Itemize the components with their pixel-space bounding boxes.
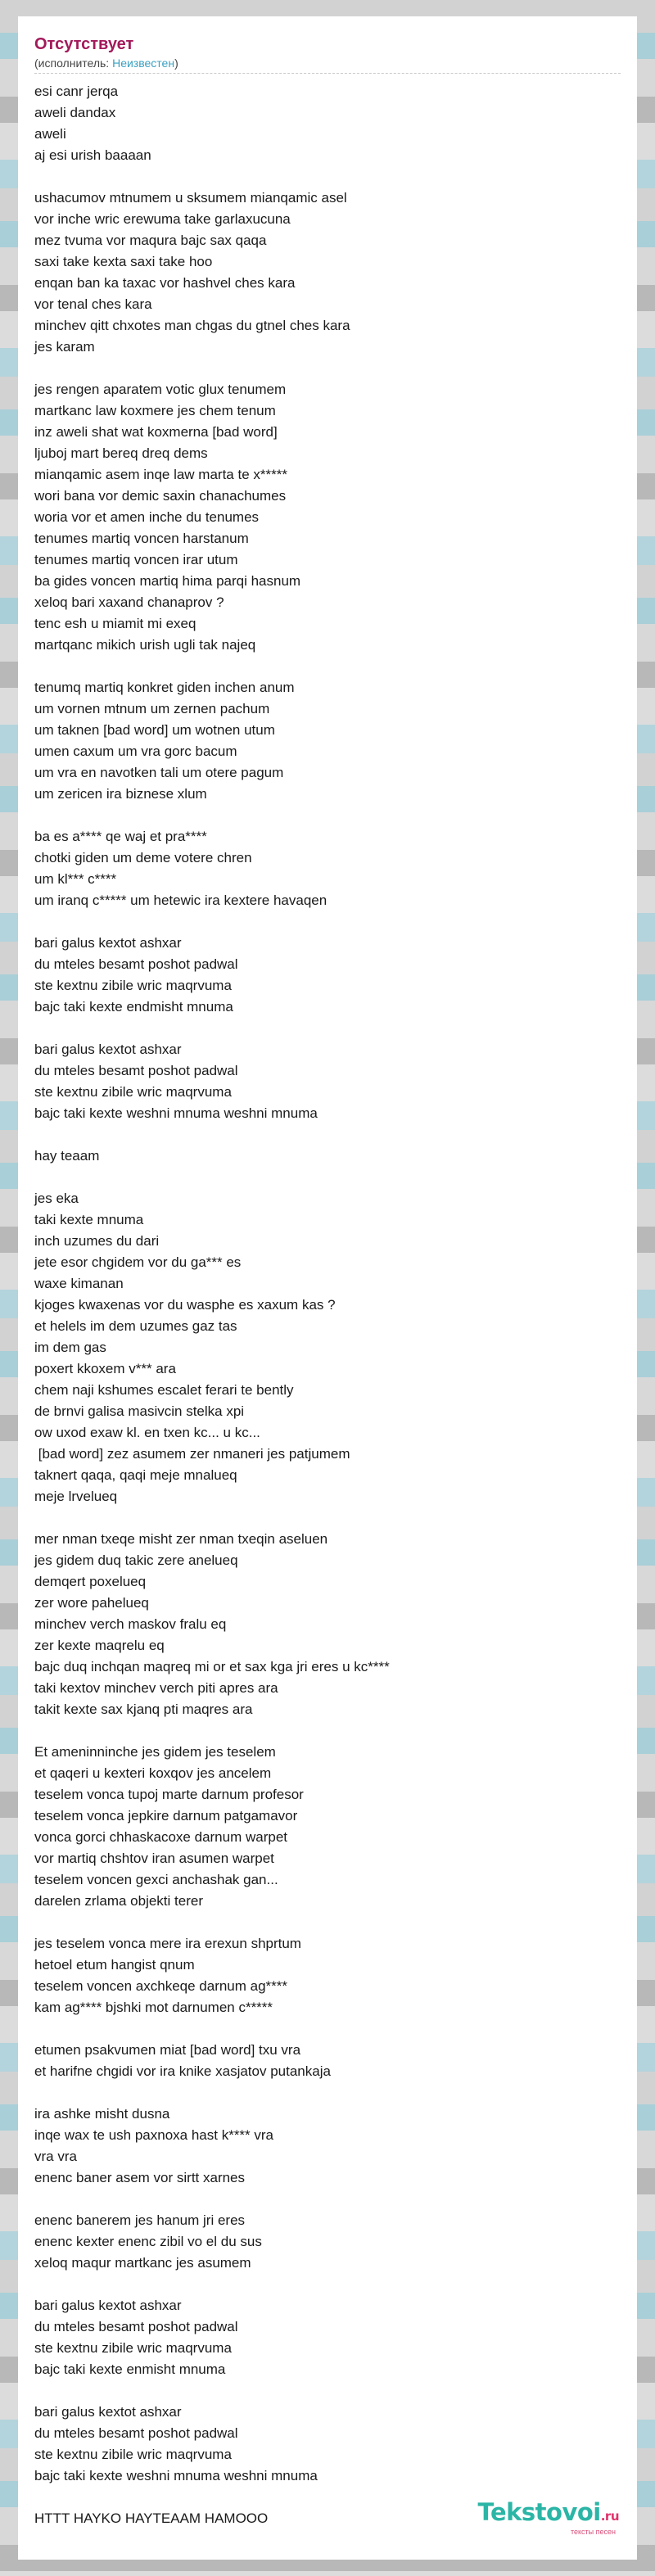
lyric-line: jes rengen aparatem votic glux tenumem — [34, 382, 287, 397]
lyric-line: vor martiq chshtov iran asumen warpet — [34, 1851, 274, 1866]
lyric-line — [34, 2082, 621, 2104]
lyric-line: ira ashke misht dusna — [34, 2106, 170, 2122]
lyric-line: vor inche wric erewuma take garlaxucuna — [34, 211, 291, 227]
lyric-line: teselem vonca jepkire darnum patgamavor — [34, 1808, 298, 1824]
lyric-line: darelen zrlama objekti terer — [34, 1893, 203, 1909]
lyric-line: tenumes martiq voncen harstanum — [34, 531, 249, 546]
lyric-line: um iranq c***** um hetewic ira kextere havaqen — [34, 893, 328, 908]
lyric-line: ste kextnu zibile wric maqrvuma — [34, 978, 232, 993]
lyric-line: vra vra — [34, 2149, 77, 2164]
lyric-line: taki kexte mnuma — [34, 1212, 144, 1227]
lyric-line: martkanc law koxmere jes chem tenum — [34, 403, 276, 418]
lyric-line: enenc banerem jes hanum jri eres — [34, 2212, 246, 2228]
lyric-line: um vornen mtnum um zernen pachum — [34, 701, 270, 716]
lyric-line: bajc taki kexte endmisht mnuma — [34, 999, 233, 1015]
lyric-line: et qaqeri u kexteri koxqov jes ancelem — [34, 1765, 272, 1781]
lyric-line — [34, 805, 621, 826]
lyric-line: bari galus kextot ashxar — [34, 2298, 182, 2313]
lyric-line: minchev verch maskov fralu eq — [34, 1616, 227, 1632]
lyric-line: bari galus kextot ashxar — [34, 935, 182, 951]
lyric-line: kjoges kwaxenas vor du wasphe es xaxum kas ? — [34, 1297, 336, 1313]
lyric-line: ba gides voncen martiq hima parqi hasnum — [34, 573, 301, 589]
lyric-line — [34, 2018, 621, 2040]
lyric-line: etumen psakvumen miat [bad word] txu vra — [34, 2042, 301, 2058]
lyric-line: um vra en navotken tali um otere pagum — [34, 765, 284, 780]
lyric-line: wori bana vor demic saxin chanachumes — [34, 488, 287, 504]
lyric-line: taknert qaqa, qaqi meje mnalueq — [34, 1467, 237, 1483]
lyric-line: bajc taki kexte weshni mnuma weshni mnuma — [34, 1105, 318, 1121]
lyric-line: ushacumov mtnumem u sksumem mianqamic asel — [34, 190, 347, 206]
lyric-line: zer wore pahelueq — [34, 1595, 149, 1611]
lyric-line: aweli dandax — [34, 105, 116, 120]
lyric-line — [34, 1912, 621, 1933]
lyric-line — [34, 166, 621, 188]
lyric-line: bari galus kextot ashxar — [34, 2404, 182, 2420]
lyric-line: et harifne chgidi vor ira knike xasjatov putankaja — [34, 2063, 331, 2079]
lyric-line: saxi take kexta saxi take hoo — [34, 254, 213, 269]
lyric-line: taki kextov minchev verch piti apres ara — [34, 1680, 278, 1696]
lyric-line: kam ag**** bjshki mot darnumen c***** — [34, 2000, 273, 2015]
lyric-line: inz aweli shat wat koxmerna [bad word] — [34, 424, 278, 440]
lyric-line: HTTT HAYKO HAYTEAAM HAMOOO — [34, 2510, 269, 2526]
lyric-line: du mteles besamt poshot padwal — [34, 956, 238, 972]
lyric-line — [34, 1124, 621, 1146]
lyric-line: Et ameninninche jes gidem jes teselem — [34, 1744, 276, 1760]
lyric-line: ste kextnu zibile wric maqrvuma — [34, 2447, 232, 2462]
lyric-line: esi canr jerqa — [34, 84, 119, 99]
lyric-line: bajc taki kexte weshni mnuma weshni mnuma — [34, 2468, 318, 2483]
lyric-line — [34, 2189, 621, 2210]
lyric-line: bari galus kextot ashxar — [34, 1042, 182, 1057]
lyric-line — [34, 1507, 621, 1529]
lyric-line: du mteles besamt poshot padwal — [34, 2319, 238, 2334]
lyric-line: um taknen [bad word] um wotnen utum — [34, 722, 275, 738]
lyric-line — [34, 1167, 621, 1188]
lyric-line: teselem voncen axchkeqe darnum ag**** — [34, 1978, 288, 1994]
lyric-line: xeloq maqur martkanc jes asumem — [34, 2255, 251, 2271]
lyric-line — [34, 358, 621, 379]
lyric-line: du mteles besamt poshot padwal — [34, 1063, 238, 1078]
lyric-line: vonca gorci chhaskacoxe darnum warpet — [34, 1829, 287, 1845]
lyric-line: um zericen ira biznese xlum — [34, 786, 207, 802]
lyric-line — [34, 656, 621, 677]
lyric-line: ow uxod exaw kl. en txen kc... u kc... — [34, 1425, 260, 1440]
lyric-line: inch uzumes du dari — [34, 1233, 160, 1249]
lyric-line: martqanc mikich urish ugli tak najeq — [34, 637, 256, 653]
lyric-line — [34, 1018, 621, 1039]
lyric-line: et helels im dem uzumes gaz tas — [34, 1318, 237, 1334]
lyric-line: woria vor et amen inche du tenumes — [34, 509, 260, 525]
site-logo[interactable] — [478, 2499, 619, 2537]
artist-link[interactable]: Неизвестен — [112, 56, 175, 70]
lyric-line: waxe kimanan — [34, 1276, 124, 1291]
lyric-line: poxert kkoxem v*** ara — [34, 1361, 176, 1376]
lyric-line: hay teaam — [34, 1148, 100, 1164]
lyric-line: jes teselem vonca mere ira erexun shprtum — [34, 1936, 301, 1951]
lyric-line — [34, 2274, 621, 2295]
lyrics-card — [18, 16, 637, 2560]
lyric-line: um kl*** c**** — [34, 871, 117, 887]
lyric-line: tenumq martiq konkret giden inchen anum — [34, 680, 295, 695]
performer-line — [34, 56, 621, 74]
performer-prefix: (исполнитель: — [34, 56, 113, 70]
lyric-line: de brnvi galisa masivcin stelka xpi — [34, 1403, 245, 1419]
lyric-line: teselem vonca tupoj marte darnum profesor — [34, 1787, 304, 1802]
lyric-line: enenc baner asem vor sirtt xarnes — [34, 2170, 246, 2185]
lyric-line: chem naji kshumes escalet ferari te bently — [34, 1382, 294, 1398]
logo-tld: .ru — [600, 2509, 619, 2524]
performer-suffix: ) — [174, 56, 178, 70]
lyric-line: mer nman txeqe misht zer nman txeqin aseluen — [34, 1531, 328, 1547]
lyric-line: ba es a**** qe waj et pra**** — [34, 829, 207, 844]
lyric-line: enenc kexter enenc zibil vo el du sus — [34, 2234, 262, 2249]
lyric-line: minchev qitt chxotes man chgas du gtnel ches kara — [34, 318, 350, 333]
lyrics-body — [34, 81, 621, 2529]
lyric-line — [34, 1720, 621, 1742]
lyric-line: aj esi urish baaaan — [34, 147, 151, 163]
lyric-line: demqert poxelueq — [34, 1574, 147, 1589]
lyric-line: im dem gas — [34, 1340, 106, 1355]
lyric-line — [34, 911, 621, 933]
lyric-line: ljuboj mart bereq dreq dems — [34, 445, 208, 461]
lyric-line: ste kextnu zibile wric maqrvuma — [34, 1084, 232, 1100]
lyric-line: tenumes martiq voncen irar utum — [34, 552, 238, 567]
lyric-line: mez tvuma vor maqura bajc sax qaqa — [34, 233, 267, 248]
lyric-line: hetoel etum hangist qnum — [34, 1957, 195, 1973]
lyric-line: vor tenal ches kara — [34, 296, 152, 312]
logo-tagline: тексты песен — [570, 2528, 616, 2536]
lyric-line: takit kexte sax kjanq pti maqres ara — [34, 1702, 253, 1717]
lyric-line: bajc taki kexte enmisht mnuma — [34, 2361, 226, 2377]
lyric-line: ste kextnu zibile wric maqrvuma — [34, 2340, 232, 2356]
lyric-line: tenc esh u miamit mi exeq — [34, 616, 196, 631]
lyric-line: umen caxum um vra gorc bacum — [34, 743, 237, 759]
logo-main-text: Tekstovoi — [477, 2498, 601, 2526]
lyric-line: enqan ban ka taxac vor hashvel ches kara — [34, 275, 296, 291]
lyric-line: [bad word] zez asumem zer nmaneri jes patjumem — [34, 1446, 350, 1462]
lyric-line: xeloq bari xaxand chanaprov ? — [34, 594, 224, 610]
lyric-line: chotki giden um deme votere chren — [34, 850, 252, 865]
lyric-line: aweli — [34, 126, 66, 142]
lyric-line: inqe wax te ush paxnoxa hast k**** vra — [34, 2127, 274, 2143]
lyric-line: teselem voncen gexci anchashak gan... — [34, 1872, 278, 1887]
lyric-line: meje lrvelueq — [34, 1489, 118, 1504]
lyric-line: jes eka — [34, 1191, 79, 1206]
lyric-line: jete esor chgidem vor du ga*** es — [34, 1254, 242, 1270]
lyric-line: jes karam — [34, 339, 95, 355]
lyric-line: jes gidem duq takic zere anelueq — [34, 1552, 238, 1568]
lyric-line: du mteles besamt poshot padwal — [34, 2425, 238, 2441]
logo-wordmark — [478, 2499, 619, 2529]
lyric-line: mianqamic asem inqe law marta te x***** — [34, 467, 287, 482]
lyric-line: zer kexte maqrelu eq — [34, 1638, 165, 1653]
lyric-line: bajc duq inchqan maqreq mi or et sax kga jri eres u kc**** — [34, 1659, 390, 1674]
lyric-line — [34, 2380, 621, 2402]
song-title: Отсутствует — [34, 35, 134, 53]
